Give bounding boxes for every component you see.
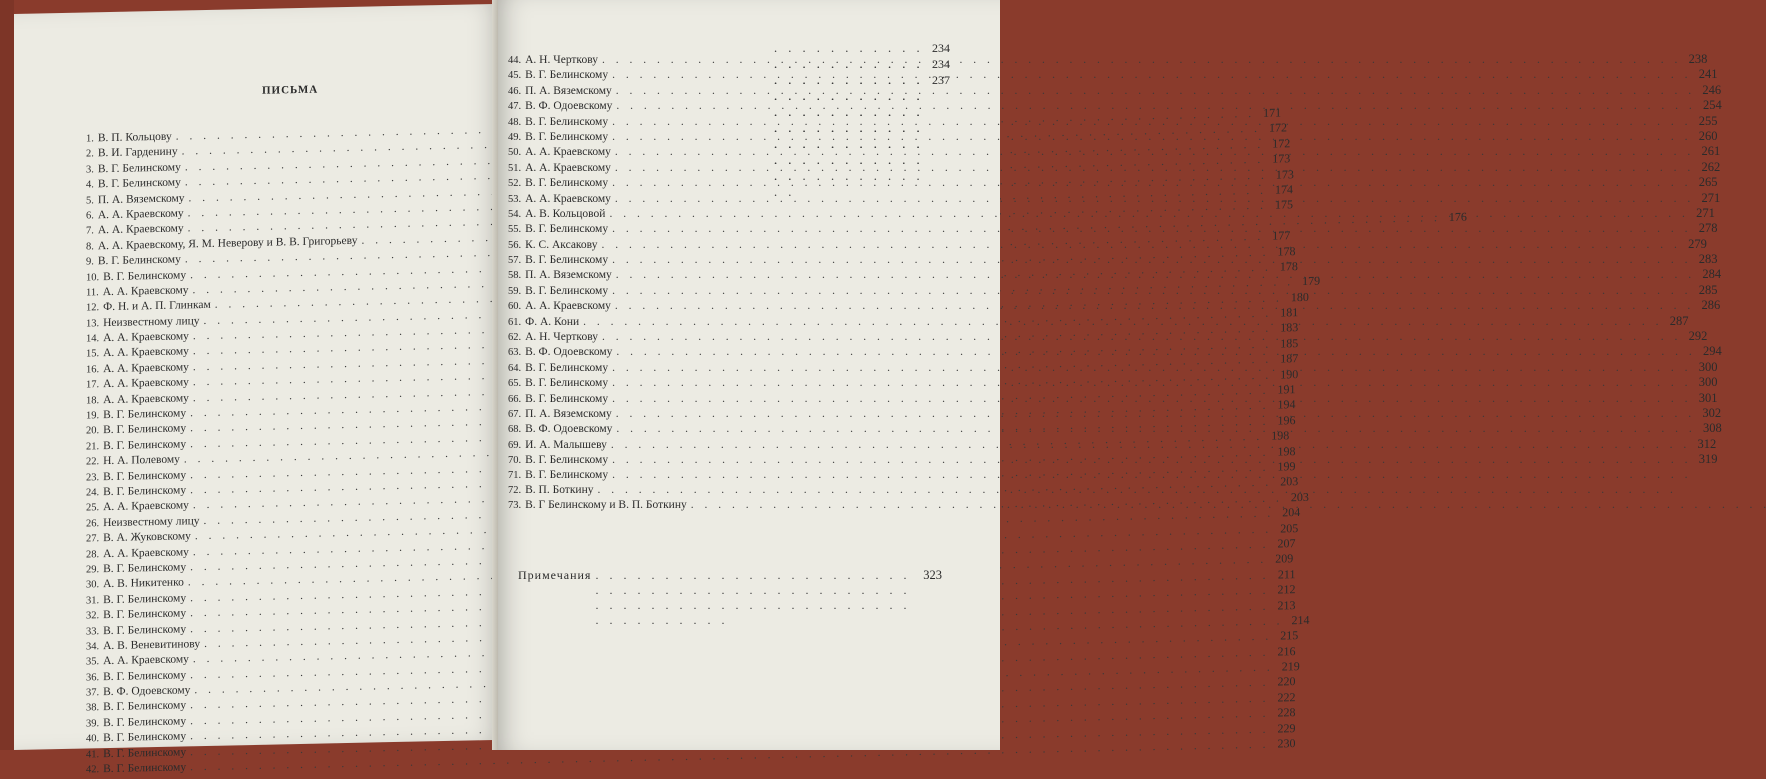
- entry-recipient: В. Г. Белинскому: [103, 761, 187, 776]
- toc-entry: [508, 483, 954, 498]
- entry-number: 28.: [86, 548, 100, 561]
- notes-entry: [518, 568, 942, 628]
- entry-recipient: В. Ф. Одоевскому: [103, 684, 191, 699]
- entry-number: 55.: [508, 224, 522, 236]
- entry-recipient: В. Г. Белинскому: [97, 253, 181, 268]
- entry-page: 219: [1281, 659, 1300, 674]
- entry-number: 71.: [508, 469, 522, 481]
- entry-number: 67.: [508, 408, 522, 420]
- dot-leader: [612, 253, 1687, 268]
- entry-number: 31.: [86, 594, 100, 607]
- entry-number: 65.: [508, 378, 522, 390]
- entry-number: 36.: [86, 671, 100, 684]
- entry-number: 16.: [86, 364, 100, 376]
- entry-recipient: В. Г. Белинскому: [103, 699, 187, 714]
- entry-page: 176: [1448, 209, 1467, 224]
- page-number: 237: [932, 73, 950, 87]
- dot-leader: [615, 299, 1690, 314]
- entry-page: 287: [1669, 313, 1689, 328]
- entry-page: 254: [1703, 98, 1722, 113]
- entry-recipient: В. Г. Белинскому: [103, 438, 187, 452]
- entry-recipient: А. В. Веневитинову: [103, 637, 201, 653]
- entry-number: 19.: [86, 410, 100, 422]
- entry-recipient: А. А. Краевскому: [103, 361, 189, 375]
- entry-recipient: И. А. Малышеву: [525, 438, 607, 451]
- dot-leader: [616, 268, 1691, 283]
- entry-recipient: А. А. Краевскому: [97, 207, 184, 222]
- entry-recipient: В. И. Гарденину: [97, 145, 178, 160]
- entry-page: 214: [1291, 612, 1310, 628]
- entry-page: 173: [1272, 151, 1291, 166]
- entry-recipient: В. Г. Белинскому: [103, 607, 187, 622]
- notes-page-number: 323: [923, 568, 942, 582]
- entry-recipient: В. Г. Белинскому: [525, 223, 609, 236]
- entry-number: 41.: [86, 748, 100, 761]
- entry-page: 173: [1275, 166, 1294, 182]
- entry-number: 54.: [508, 208, 522, 220]
- entry-number: 60.: [508, 301, 522, 313]
- entry-page: 180: [1290, 289, 1309, 304]
- entry-recipient: П. А. Вяземскому: [525, 269, 612, 282]
- entry-recipient: В. Г. Белинскому: [103, 422, 187, 437]
- entry-page: 171: [1263, 105, 1282, 120]
- entry-number: 5.: [86, 194, 94, 207]
- entry-number: 4.: [86, 179, 94, 191]
- entry-page: 172: [1268, 120, 1287, 136]
- entry-number: 53.: [508, 193, 522, 205]
- entry-recipient: В. Г. Белинскому: [525, 468, 609, 481]
- entry-number: 52.: [508, 178, 522, 190]
- dot-leader: [612, 115, 1687, 130]
- entry-page: 179: [1302, 273, 1321, 289]
- entry-page: 308: [1703, 421, 1722, 436]
- entry-page: 261: [1701, 144, 1721, 159]
- entry-number: 14.: [86, 333, 100, 345]
- dot-leader: [612, 392, 1687, 407]
- entry-page: 260: [1698, 128, 1718, 143]
- entry-recipient: Неизвестному лицу: [103, 514, 200, 529]
- entry-recipient: А. А. Краевскому: [103, 330, 189, 345]
- entry-recipient: В. Г. Белинскому: [103, 592, 187, 606]
- entry-page: 238: [1688, 52, 1708, 66]
- dot-leader: [595, 568, 912, 628]
- entry-page: 302: [1702, 405, 1722, 420]
- entry-page: 203: [1280, 474, 1299, 489]
- entry-recipient: В. Г. Белинскому: [97, 176, 181, 191]
- entry-recipient: А. В. Кольцовой: [525, 207, 606, 220]
- entry-number: 38.: [86, 702, 100, 714]
- entry-recipient: В. Г. Белинскому: [525, 454, 609, 467]
- entry-page: 199: [1277, 459, 1296, 474]
- entry-number: 35.: [86, 656, 100, 668]
- entry-page: 265: [1698, 175, 1718, 190]
- entry-number: 18.: [86, 394, 100, 407]
- toc-entry: [508, 67, 1718, 82]
- dot-leader: [612, 361, 1687, 376]
- entry-recipient: А. А. Краевскому: [97, 222, 184, 237]
- entry-recipient: В. Г. Белинскому: [525, 254, 609, 267]
- entry-recipient: П. А. Вяземскому: [525, 84, 612, 97]
- entry-page: 178: [1277, 243, 1296, 259]
- entry-recipient: А. А. Краевскому: [525, 146, 611, 159]
- entry-recipient: В. Г. Белинскому: [103, 484, 187, 499]
- entry-recipient: В. Г. Белинскому: [103, 669, 187, 683]
- entry-recipient: А. А. Краевскому: [102, 284, 189, 299]
- entry-number: 2.: [86, 148, 94, 160]
- entry-number: 51.: [508, 162, 522, 174]
- entry-recipient: В. Г. Белинскому: [525, 130, 609, 143]
- entry-page: 190: [1280, 366, 1299, 382]
- entry-number: 66.: [508, 393, 522, 405]
- entry-page: 196: [1277, 412, 1296, 428]
- dot-leader: [615, 161, 1690, 176]
- entry-page: 300: [1698, 375, 1718, 390]
- entry-page: 177: [1272, 228, 1291, 243]
- entry-recipient: В. Г. Белинскому: [103, 746, 187, 760]
- entry-number: 25.: [86, 502, 100, 514]
- entry-recipient: В. Г. Белинскому: [525, 392, 609, 405]
- entry-number: 70.: [508, 455, 522, 467]
- entry-recipient: В. Ф. Одоевскому: [525, 346, 613, 359]
- entry-number: 56.: [508, 239, 522, 251]
- entry-number: 21.: [86, 441, 100, 453]
- entry-number: 50.: [508, 147, 522, 159]
- entry-page: 211: [1277, 566, 1296, 582]
- entry-page: 294: [1703, 344, 1722, 359]
- entry-recipient: В. Г. Белинскому: [525, 177, 609, 190]
- entry-page: 174: [1275, 182, 1294, 197]
- entry-page: 262: [1701, 159, 1721, 174]
- entry-page: 178: [1279, 259, 1298, 274]
- entry-number: 6.: [86, 210, 94, 222]
- entry-recipient: Ф. А. Кони: [525, 315, 580, 328]
- entry-number: 61.: [508, 316, 522, 328]
- entry-recipient: А. А. Краевскому: [103, 653, 189, 668]
- entry-number: 11.: [86, 287, 99, 299]
- entry-page: 230: [1277, 736, 1296, 751]
- dot-leader: [612, 376, 1687, 391]
- entry-number: 29.: [86, 564, 100, 576]
- entry-page: 213: [1277, 597, 1296, 613]
- entry-page: 181: [1280, 305, 1299, 320]
- entry-number: 72.: [508, 484, 522, 496]
- entry-recipient: А. А. Краевскому: [103, 345, 189, 360]
- entry-recipient: В. П. Боткину: [525, 483, 594, 496]
- toc-entry: [508, 52, 1708, 67]
- dot-leader: [583, 315, 1658, 330]
- entry-recipient: Неизвестному лицу: [103, 314, 200, 329]
- notes-label: Примечания: [518, 568, 592, 582]
- entry-recipient: В. Г. Белинскому: [103, 730, 187, 745]
- entry-recipient: В. Г Белинскому и В. П. Боткину: [525, 499, 687, 512]
- entry-number: 69.: [508, 439, 522, 451]
- entry-page: 300: [1698, 359, 1718, 374]
- entry-page: 215: [1280, 628, 1299, 643]
- entry-number: 59.: [508, 285, 522, 297]
- entry-recipient: В. Г. Белинскому: [525, 377, 609, 390]
- entry-recipient: В. Г. Белинскому: [525, 284, 609, 297]
- entry-page: 301: [1698, 390, 1718, 405]
- entry-recipient: А. Н. Черткову: [525, 54, 598, 66]
- dot-leader: [612, 68, 1687, 83]
- entry-number: 37.: [86, 687, 100, 699]
- dot-leader: [612, 453, 1687, 468]
- entry-recipient: А. А. Краевскому, Я. М. Неверову и В. В. Григорьеву: [97, 234, 358, 252]
- entry-number: 24.: [86, 487, 100, 499]
- entry-page: 207: [1277, 536, 1296, 551]
- dot-leader: [616, 407, 1691, 422]
- entry-page: 175: [1275, 197, 1294, 212]
- dot-leader: [615, 192, 1690, 207]
- entry-number: 8.: [86, 241, 94, 253]
- entry-page: 283: [1698, 252, 1718, 267]
- entry-number: 17.: [86, 379, 100, 391]
- entry-number: 20.: [86, 425, 100, 437]
- dot-leader: [616, 422, 1691, 437]
- entry-page: 172: [1272, 136, 1291, 151]
- entry-recipient: В. Г. Белинскому: [103, 715, 187, 729]
- entry-number: 40.: [86, 733, 100, 745]
- entry-number: 30.: [86, 579, 100, 591]
- entry-recipient: А. А. Краевскому: [525, 192, 611, 205]
- entry-recipient: В. Г. Белинскому: [103, 407, 187, 422]
- entry-number: 68.: [508, 424, 522, 436]
- entry-number: 64.: [508, 362, 522, 374]
- entry-number: 58.: [508, 270, 522, 282]
- entry-page: 292: [1688, 329, 1708, 344]
- entry-page: 216: [1277, 643, 1296, 659]
- entry-recipient: В. Г. Белинскому: [97, 161, 181, 176]
- entry-recipient: В. Г. Белинскому: [103, 561, 187, 576]
- entry-page: 286: [1701, 298, 1721, 313]
- entry-recipient: А. А. Краевскому: [103, 499, 189, 514]
- section-heading: ПИСЬМА: [262, 83, 319, 97]
- entry-number: 62.: [508, 332, 522, 344]
- entry-number: 22.: [86, 456, 100, 468]
- entry-page: 229: [1277, 720, 1296, 736]
- entry-page: 271: [1701, 190, 1721, 205]
- entry-number: 12.: [86, 302, 100, 314]
- entry-number: 1.: [86, 133, 94, 145]
- entry-recipient: В. Г. Белинскому: [103, 468, 187, 483]
- entry-page: 194: [1277, 397, 1296, 412]
- entry-number: 27.: [86, 533, 100, 545]
- entry-page: 185: [1280, 335, 1299, 351]
- dot-leader: [602, 330, 1677, 345]
- dot-leader: [612, 176, 1687, 191]
- entry-recipient: В. Г. Белинскому: [103, 268, 187, 283]
- entry-number: 13.: [86, 317, 100, 330]
- entry-page: 278: [1698, 221, 1718, 236]
- entry-number: 10.: [86, 271, 100, 284]
- dot-leader: [615, 145, 1690, 160]
- entry-recipient: А. А. Краевскому: [103, 376, 189, 391]
- entry-recipient: П. А. Вяземскому: [97, 191, 185, 206]
- entry-page: 241: [1698, 67, 1718, 82]
- entry-recipient: А. В. Никитенко: [103, 576, 184, 591]
- entry-recipient: В. П. Кольцову: [97, 130, 172, 145]
- entry-number: 3.: [86, 164, 94, 176]
- entry-number: 15.: [86, 348, 100, 360]
- entry-page: 183: [1280, 320, 1299, 335]
- entry-number: 73.: [508, 500, 522, 512]
- entry-page: 255: [1698, 113, 1718, 128]
- page-number: 234: [932, 57, 950, 71]
- entry-number: 48.: [508, 116, 522, 128]
- entry-page: 205: [1280, 520, 1299, 536]
- entry-page: 279: [1688, 236, 1707, 251]
- entry-page: 220: [1277, 674, 1296, 689]
- entry-page: 271: [1696, 205, 1715, 220]
- entry-recipient: В. Ф. Одоевскому: [525, 100, 613, 113]
- entry-recipient: Н. А. Полевому: [103, 453, 180, 468]
- dot-leader: [597, 483, 1672, 498]
- table-edge: [0, 0, 14, 750]
- entry-page: 212: [1277, 582, 1296, 597]
- entry-page: 203: [1290, 489, 1309, 505]
- dot-leader: [616, 84, 1691, 99]
- entry-page: 209: [1275, 551, 1294, 566]
- toc-entry: [508, 498, 954, 513]
- dot-leader: [616, 99, 1691, 114]
- dot-leader: [609, 207, 1684, 222]
- toc-entry: [508, 82, 1722, 98]
- entry-page: 312: [1697, 436, 1717, 451]
- entry-number: 49.: [508, 131, 522, 143]
- entry-number: 45.: [508, 70, 522, 82]
- entry-recipient: А. А. Краевскому: [103, 545, 189, 560]
- dot-leader: [691, 498, 1766, 513]
- entry-number: 47.: [508, 101, 522, 113]
- entry-page: 319: [1698, 452, 1718, 467]
- dot-leader: [612, 468, 1687, 483]
- dot-leader: [611, 438, 1686, 453]
- entry-page: 285: [1698, 282, 1718, 297]
- dot-leader: [601, 238, 1676, 253]
- entry-recipient: Ф. Н. и А. П. Глинкам: [103, 299, 211, 314]
- entry-recipient: В. Ф. Одоевскому: [525, 423, 613, 436]
- entry-recipient: В. Г. Белинскому: [525, 115, 609, 128]
- entry-recipient: А. А. Краевскому: [103, 391, 189, 406]
- entry-number: 44.: [508, 55, 522, 66]
- entry-number: 23.: [86, 471, 100, 484]
- dot-leader: [612, 130, 1687, 145]
- entry-number: 34.: [86, 641, 100, 653]
- dot-leader: [612, 284, 1687, 299]
- entry-page: 198: [1271, 428, 1290, 443]
- entry-number: 46.: [508, 85, 522, 97]
- entry-page: 191: [1277, 382, 1296, 397]
- entry-recipient: В. Г. Белинскому: [525, 69, 609, 82]
- entry-recipient: В. А. Жуковскому: [103, 530, 191, 545]
- entry-page: 246: [1702, 82, 1722, 97]
- entry-number: 26.: [86, 517, 100, 530]
- entry-number: 57.: [508, 255, 522, 267]
- entry-page: 187: [1280, 351, 1299, 366]
- entry-number: 63.: [508, 347, 522, 359]
- entry-page: 228: [1277, 705, 1296, 720]
- entry-recipient: П. А. Вяземскому: [525, 407, 612, 420]
- entry-recipient: В. Г. Белинскому: [103, 622, 187, 637]
- toc-entry: [508, 468, 954, 483]
- entry-page: 284: [1702, 267, 1722, 282]
- entry-number: 42.: [86, 764, 100, 776]
- page-number: 234: [932, 41, 950, 55]
- dot-leader: [612, 222, 1687, 237]
- entry-number: 7.: [86, 225, 94, 237]
- dot-leader: [616, 345, 1691, 360]
- entry-recipient: К. С. Аксакову: [525, 238, 598, 251]
- entry-recipient: А. А. Краевскому: [525, 161, 611, 174]
- dot-leader: [602, 53, 1677, 68]
- entry-number: 39.: [86, 718, 100, 730]
- entry-recipient: В. Г. Белинскому: [525, 361, 609, 374]
- entry-number: 32.: [86, 610, 100, 622]
- entry-number: 9.: [86, 256, 94, 268]
- entry-page: 204: [1282, 505, 1301, 520]
- entry-number: 33.: [86, 625, 100, 637]
- entry-page: 222: [1277, 690, 1296, 705]
- entry-recipient: А. Н. Черткову: [525, 331, 598, 344]
- entry-page: 198: [1277, 443, 1296, 459]
- entry-recipient: А. А. Краевскому: [525, 300, 611, 313]
